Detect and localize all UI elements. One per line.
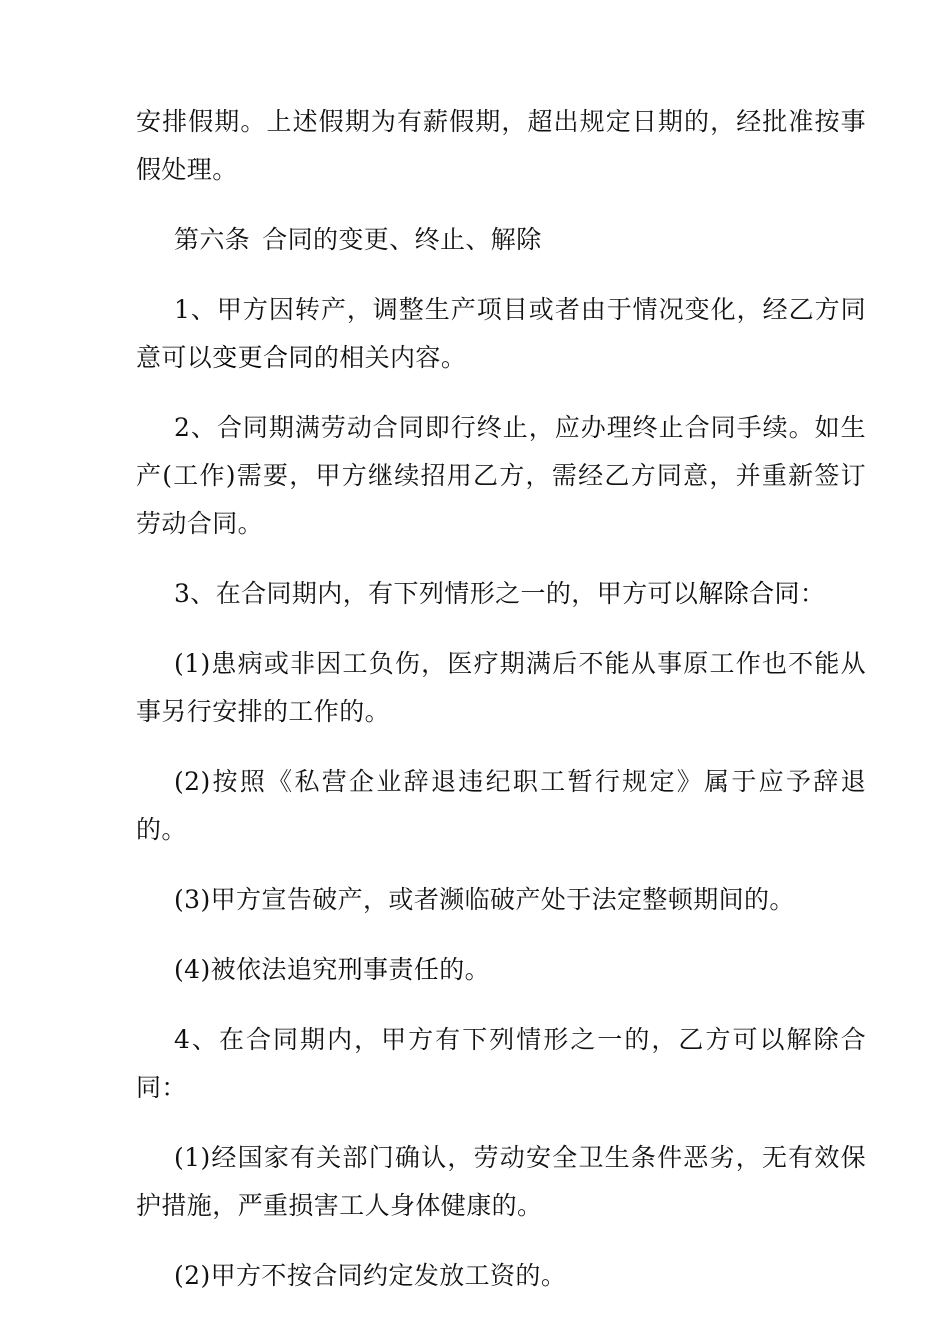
paragraph-continuation: 安排假期。上述假期为有薪假期，超出规定日期的，经批准按事假处理。 [136,107,866,184]
clause-4-item-2: (2)甲方不按合同约定发放工资的。 [174,1261,567,1290]
clause-3: 3、在合同期内，有下列情形之一的，甲方可以解除合同： [174,579,826,608]
keyword-change-contract: 变更合同 [212,343,314,372]
clause-3-item-4: (4)被依法追究刑事责任的。 [174,955,491,984]
clause-4: 4、在合同期内，甲方有下列情形之一的，乙方可以解除合同： [136,1025,866,1102]
article-title: 合同的变更、终止、解除 [262,225,542,254]
clause-3-item-3: (3)甲方宣告破产，或者濒临破产处于法定整顿期间的。 [174,885,795,914]
keyword-criminal-liability: 刑事责任 [337,955,440,984]
article-6-heading [136,216,866,264]
clause-3-item-2: (2)按照《私营企业辞退违纪职工暂行规定》属于应予辞退的。 [136,767,866,844]
clause-2: 2、合同期满劳动合同即行终止，应办理终止合同手续。如生产(工作)需要，甲方继续招用乙方，需经乙方同意，并重新签订劳动合同。 [136,413,866,538]
clause-4-item-1: (1)经国家有关部门确认，劳动安全卫生条件恶劣，无有效保护措施，严重损害工人身体健康的。 [136,1143,866,1220]
article-number: 第六条 [174,225,251,254]
document-body [136,98,866,1322]
keyword-terminate-contract: 解除合同 [698,579,800,608]
clause-3-item-1: (1)患病或非因工负伤，医疗期满后不能从事原工作也不能从事另行安排的工作的。 [136,649,866,726]
clause-1: 1、甲方因转产，调整生产项目或者由于情况变化，经乙方同意可以变更合同的相关内容。 [136,295,866,372]
